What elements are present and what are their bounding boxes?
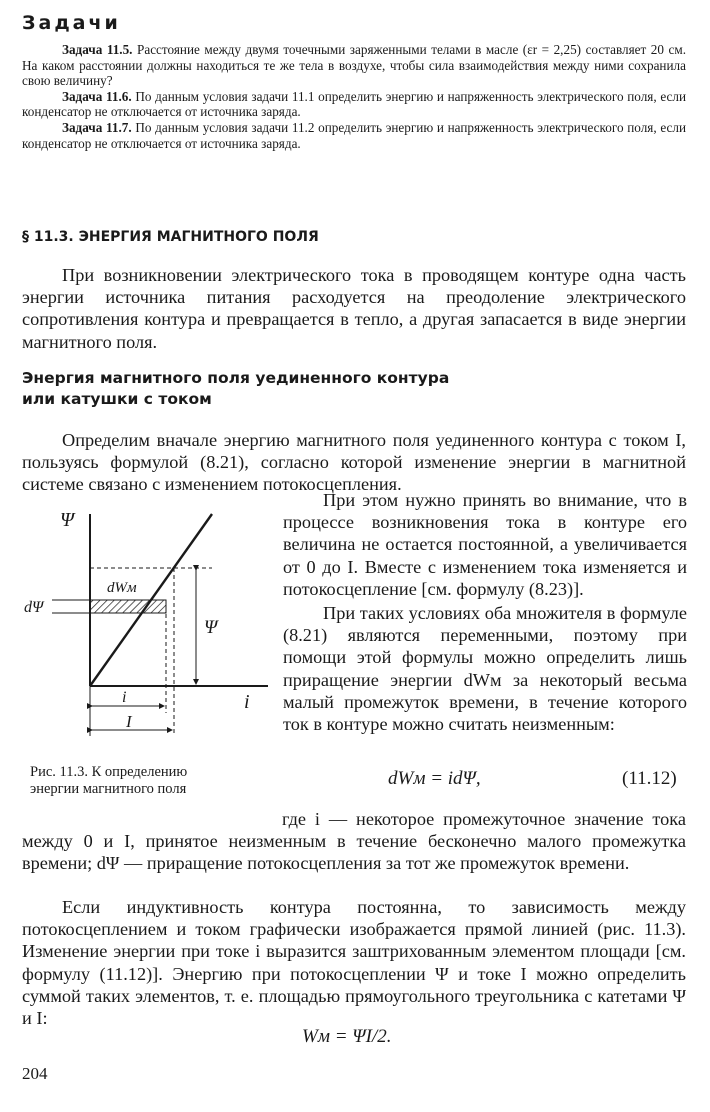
i-small-label: i: [122, 689, 127, 706]
page-number: 204: [22, 1064, 48, 1083]
tasks-block: [22, 42, 686, 151]
task-11-6: Задача 11.6. По данным условия задачи 11.1 определить энергию и напряженность электрического поля, если конденсатор не отключается от источника заряда.: [22, 88, 686, 120]
paragraph-3: При таких условиях оба множителя в формуле (8.21) являются переменными, поэтому при помощи этой формулы можно определить лишь приращение энергии dWм за некоторый весьма малый промежуток времени, в течение которого ток в контуре можно считать неизменным:: [283, 603, 687, 735]
flux-current-graph: [22, 508, 277, 758]
tasks-heading: Задачи: [22, 12, 121, 34]
dpsi-label: dΨ: [24, 599, 44, 616]
I-big-label: I: [126, 712, 132, 731]
paragraph-5: Если индуктивность контура постоянна, то зависимость между потокосцеплением и током графически изображается прямой линией (рис. 11.3). Изменение энергии при токе i выразится заштрихованным элементом площади [см. формулу (11.12)]. Энергию при потокосцеплении Ψ и токе I можно определить суммой таких элементов, т. е. площадью прямоугольного треугольника с катетами Ψ и I:: [22, 897, 686, 1029]
paragraph-1: Определим вначале энергию магнитного поля уединенного контура с током I, пользуясь формулой (8.21), согласно которой изменение энергии в магнитной системе связано с изменением потокосцепления.: [22, 430, 686, 495]
figure-11-3: [22, 508, 277, 758]
formula-11-12: dWм = idΨ,: [388, 768, 481, 789]
formula-11-12-number: (11.12): [622, 768, 677, 789]
dwm-label: dWм: [107, 580, 137, 596]
formula-wm: Wм = ΨI/2.: [302, 1026, 392, 1047]
psi-axis-label: Ψ: [60, 509, 75, 531]
subheading: Энергия магнитного поля уединенного контура или катушки с током: [22, 369, 450, 408]
right-column-text: [283, 489, 687, 735]
psi-side-label: Ψ: [204, 617, 218, 638]
section-heading: § 11.3. ЭНЕРГИЯ МАГНИТНОГО ПОЛЯ: [22, 229, 319, 245]
i-axis-label: i: [244, 691, 250, 713]
figure-caption: Рис. 11.3. К определению энергии магнитного поля: [30, 764, 188, 797]
task-11-5: Задача 11.5. Расстояние между двумя точечными заряженными телами в масле (εr = 2,25) составляет 20 см. На каком расстоянии должны находиться те же тела в воздухе, чтобы сила взаимодействия между ними сохранила свою величину?: [22, 42, 687, 89]
hatched-element: [90, 600, 166, 613]
task-11-7: Задача 11.7. По данным условия задачи 11.2 определить энергию и напряженность электрического поля, если конденсатор не отключается от источника заряда.: [22, 119, 686, 151]
paragraph-2: При этом нужно принять во внимание, что в процессе возникновения тока в контуре его величина не остается постоянной, а увеличивается от 0 до I. Вместе с изменением тока изменяется и потокосцепление [см. формулу (8.23)].: [283, 490, 687, 599]
paragraph-4: где i — некоторое промежуточное значение тока между 0 и I, принятое неизменным в течение бесконечно малого промежутка времени; dΨ — приращение потокосцепления за тот же промежуток времени.: [22, 809, 686, 874]
intro-paragraph: При возникновении электрического тока в проводящем контуре одна часть энергии источника питания расходуется на преодоление электрического сопротивления контура и превращается в тепло, а другая запасается в виде энергии магнитного поля.: [22, 265, 686, 352]
